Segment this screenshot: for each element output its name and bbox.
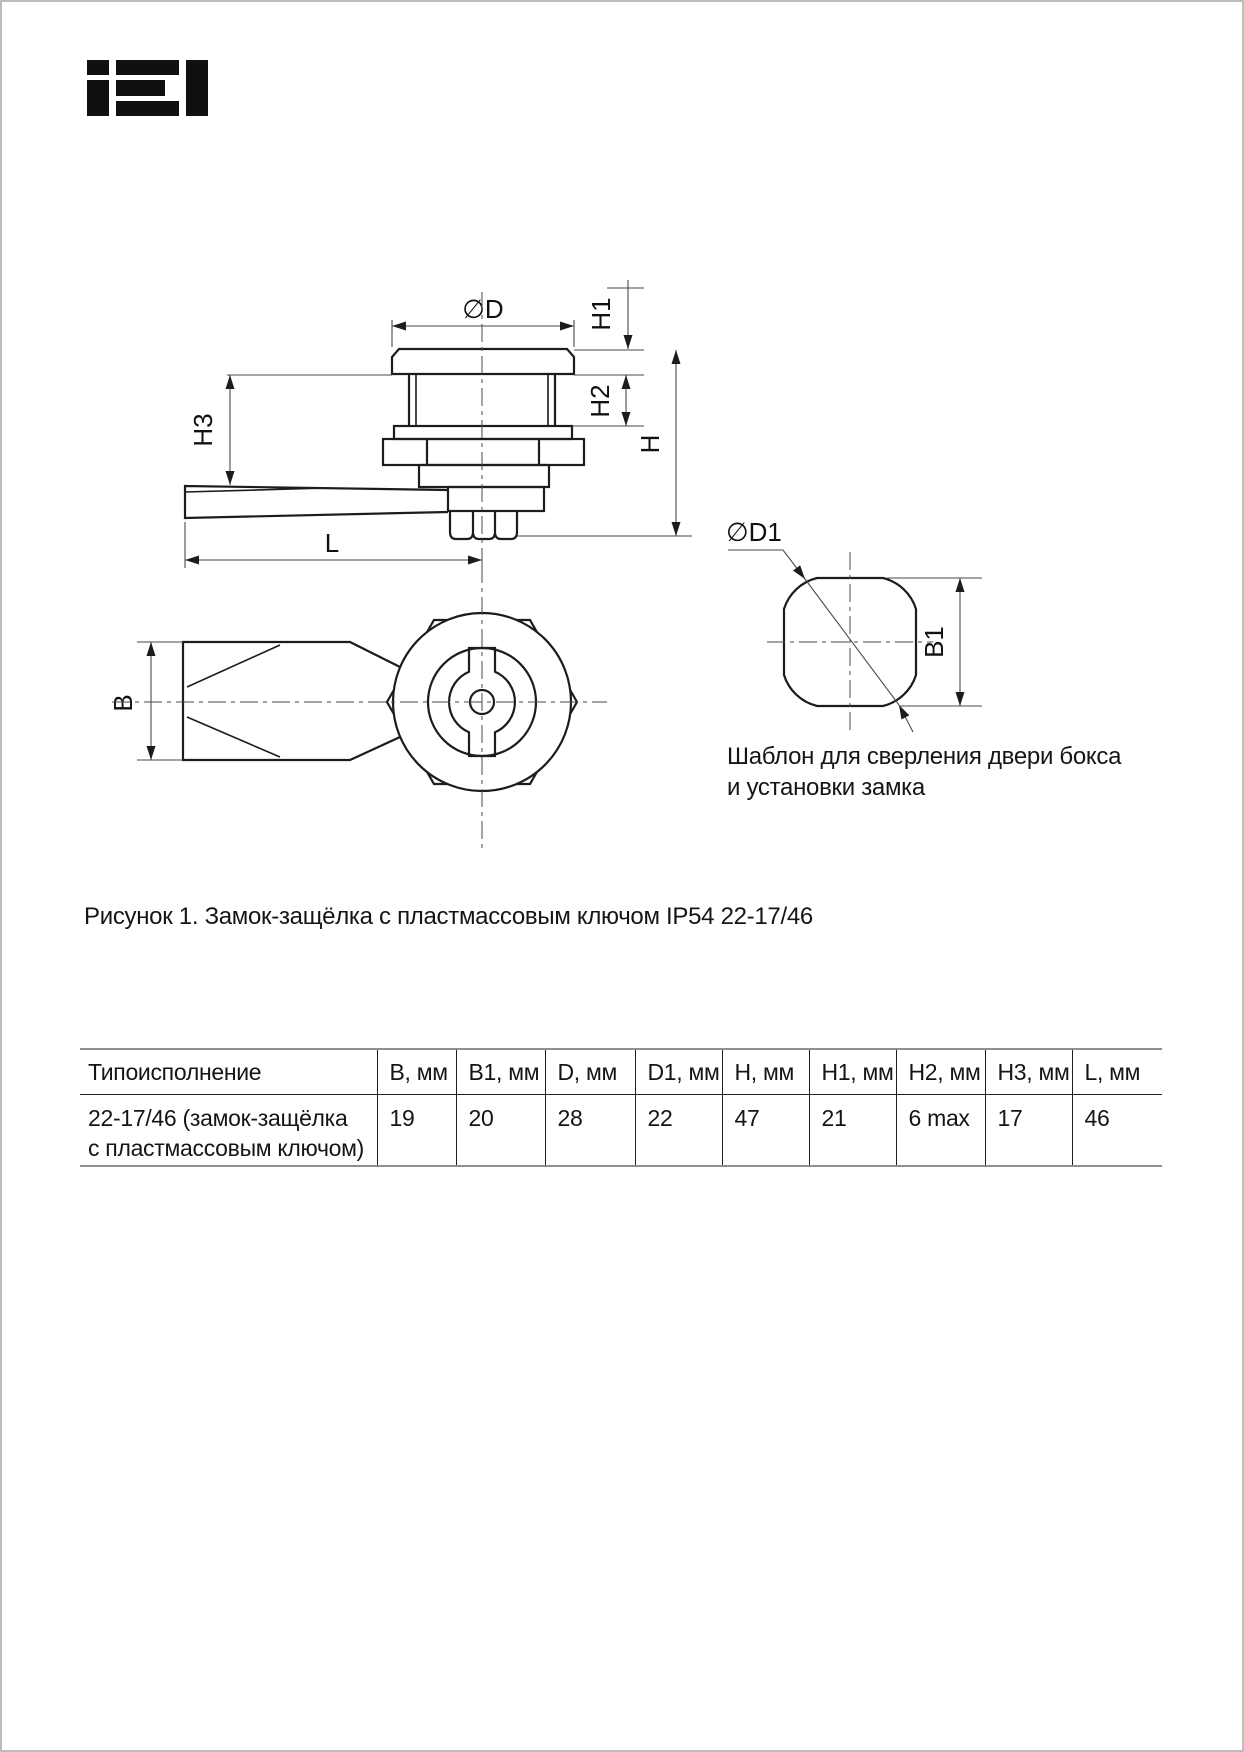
logo-k-upper-arm [212,63,245,88]
cell-h3: 17 [985,1095,1072,1167]
col-header-l: L, мм [1072,1049,1162,1095]
col-header-type: Типоисполнение [80,1049,377,1095]
bottom-view-drawing [102,557,622,867]
latch-arm-bottom [183,642,400,760]
dim-label-h: H [635,434,665,454]
cell-d: 28 [545,1095,635,1167]
drill-template-drawing [637,457,1067,757]
lock-cap [392,349,574,374]
latch-arm-chamfer [185,488,327,492]
cell-h1: 21 [809,1095,896,1167]
col-header-h1: H1, мм [809,1049,896,1095]
dim-d1-diagonal [805,579,899,705]
figure-caption: Рисунок 1. Замок-защёлка с пластмассовым ключом IP54 22-17/46 [84,903,813,930]
dim-label-d: ∅D [462,294,504,324]
col-header-h2: H2, мм [896,1049,985,1095]
col-header-b1: B1, мм [456,1049,545,1095]
dim-label-d1: ∅D1 [726,517,782,547]
col-header-b: B, мм [377,1049,456,1095]
logo-e-top [116,60,179,75]
dim-label-h2: H2 [585,384,615,418]
cell-h: 47 [722,1095,809,1167]
table-header-row [80,1049,1162,1095]
logo-i-stem [87,80,109,116]
latch-boss [448,487,544,511]
dim-d-extensions [392,320,574,347]
dim-label-h3: H3 [188,413,218,447]
cell-d1: 22 [635,1095,722,1167]
cell-b: 19 [377,1095,456,1167]
body-section [419,465,549,487]
logo-k-stem [186,60,208,116]
logo-e-mid [116,80,165,96]
logo-i-dot [87,60,109,75]
dim-label-h1: H1 [586,297,616,331]
cell-h2: 6 max [896,1095,985,1167]
cell-type [80,1095,377,1167]
logo-k-lower-arm [215,87,249,114]
table-data-row [80,1095,1162,1167]
dimensions-table [80,1048,1162,1167]
template-caption [727,741,1147,803]
dim-d1-leader [728,550,805,579]
cell-b1: 20 [456,1095,545,1167]
iek-logo [85,60,257,118]
col-header-h: H, мм [722,1049,809,1095]
hex-nut-side [383,439,584,465]
col-header-h3: H3, мм [985,1049,1072,1095]
hex-nut-facets [427,439,539,465]
dim-label-b: B [108,694,138,712]
dim-label-b1: B1 [919,626,949,658]
bottom-nut-lobes [450,511,517,539]
cell-type-line2: с пластмассовым ключом) [88,1135,365,1161]
dim-b-extensions [137,642,183,760]
washer [394,426,572,439]
cell-l: 46 [1072,1095,1162,1167]
logo-e-bottom [116,101,179,116]
col-header-d1: D1, мм [635,1049,722,1095]
template-caption-line2: и установки замка [727,774,925,801]
side-view-drawing [132,264,712,584]
dim-label-l: L [324,528,340,558]
template-caption-line1: Шаблон для сверления двери бокса [727,743,1122,770]
dim-d1-tail [899,705,913,732]
col-header-d: D, мм [545,1049,635,1095]
latch-arm-taper-lines [187,645,280,757]
cell-type-line1: 22-17/46 (замок-защёлка [88,1105,348,1131]
